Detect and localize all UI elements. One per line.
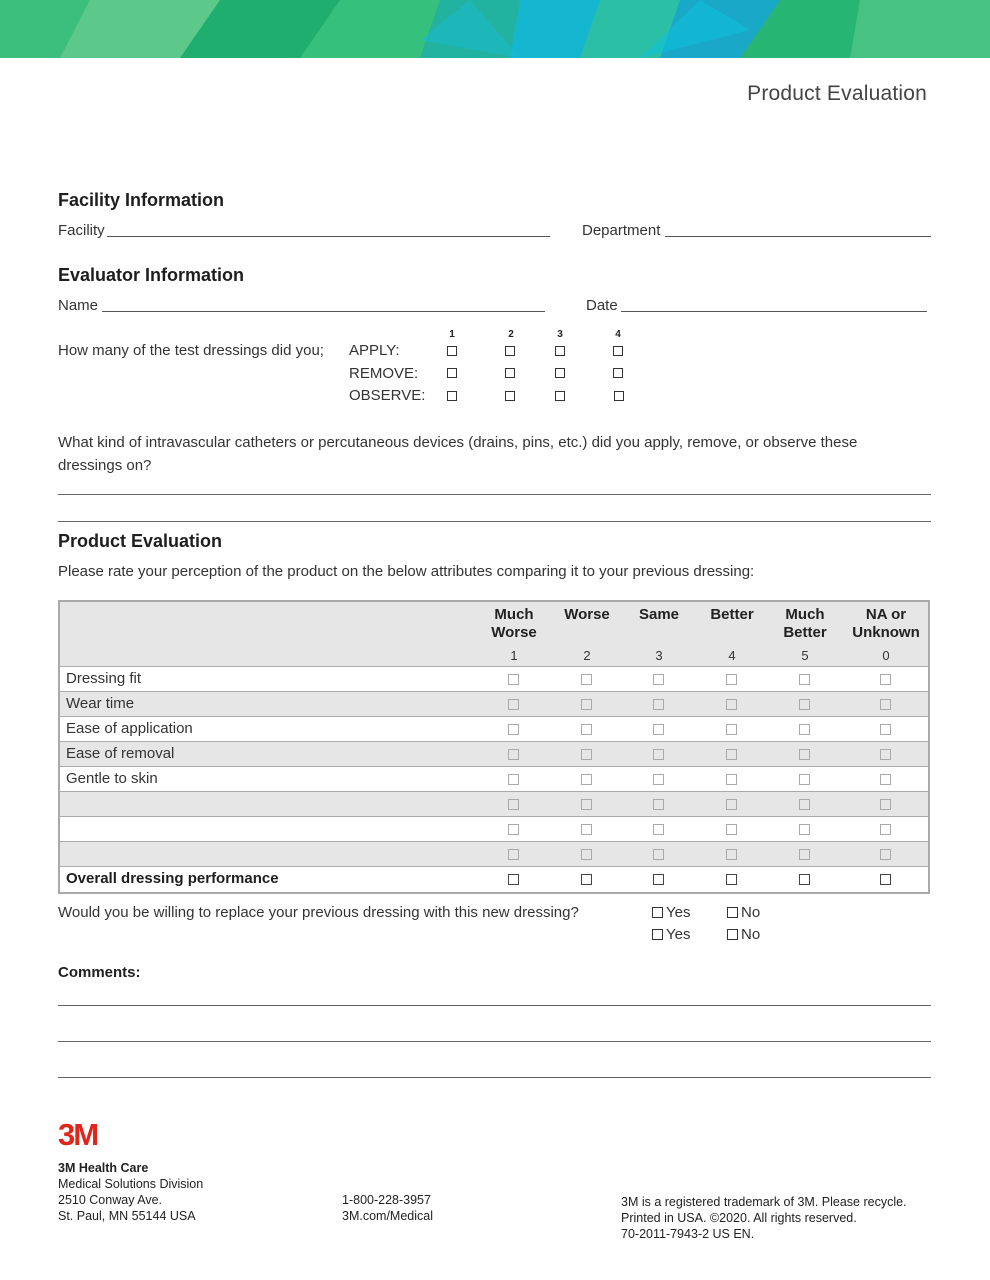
replace-no-option-2[interactable] [727,926,760,943]
no-checkbox-2[interactable] [727,929,738,940]
rating-checkbox-5[interactable] [799,849,810,860]
rating-checkbox-0[interactable] [880,824,891,835]
col-num-3: 3 [655,648,663,663]
rating-checkbox-5[interactable] [799,724,810,735]
rating-checkbox-0[interactable] [880,799,891,810]
evaluation-heading: Product Evaluation [58,531,223,551]
name-label: Name [58,297,99,314]
department-label: Department [582,222,661,239]
facility-label: Facility [58,222,105,239]
rating-table-header [60,602,928,667]
rating-checkbox-2[interactable] [581,799,592,810]
rating-checkbox-5[interactable] [799,874,810,885]
col-worse: Worse [564,606,610,623]
no-checkbox-1[interactable] [727,907,738,918]
yes-label-2: Yes [666,926,691,943]
department-field[interactable] [665,236,931,237]
rating-checkbox-3[interactable] [653,774,664,785]
rating-checkbox-1[interactable] [508,824,519,835]
comments-line-2[interactable] [58,1041,931,1042]
rating-checkbox-1[interactable] [508,799,519,810]
catheter-question: What kind of intravascular catheters or percutaneous devices (drains, pins, etc.) did you apply, remove, or observe these dressings on? [58,434,858,474]
table-row [60,767,928,792]
dressings-col-3: 3 [557,329,563,340]
apply-checkbox-1[interactable] [447,346,457,356]
rating-checkbox-3[interactable] [653,874,664,885]
row-label: Overall dressing performance [66,870,279,887]
dressings-row-apply: APPLY: [349,342,400,359]
col-num-1: 1 [510,648,518,663]
catheter-answer-line-1[interactable] [58,494,931,495]
yes-checkbox-2[interactable] [652,929,663,940]
col-better: Better [710,606,754,623]
footer-phone: 1-800-228-3957 [342,1193,431,1207]
rating-checkbox-5[interactable] [799,824,810,835]
rating-checkbox-4[interactable] [726,824,737,835]
rating-checkbox-0[interactable] [880,724,891,735]
date-field[interactable] [621,311,927,312]
rating-checkbox-4[interactable] [726,699,737,710]
rating-checkbox-4[interactable] [726,774,737,785]
table-row [60,717,928,742]
rating-checkbox-4[interactable] [726,749,737,760]
rating-table-body [60,667,928,892]
apply-checkbox-4[interactable] [613,346,623,356]
no-label-1: No [741,904,761,921]
rating-checkbox-0[interactable] [880,774,891,785]
footer-legal-1: 3M is a registered trademark of 3M. Please recycle. [621,1195,907,1209]
rating-checkbox-2[interactable] [581,699,592,710]
rating-checkbox-5[interactable] [799,774,810,785]
observe-checkbox-1[interactable] [447,391,457,401]
observe-checkbox-2[interactable] [505,391,515,401]
table-row [60,667,928,692]
replace-no-option-1[interactable] [727,904,760,921]
yes-checkbox-1[interactable] [652,907,663,918]
footer-address-1: Medical Solutions Division [58,1177,204,1191]
dressings-col-2: 2 [508,329,514,340]
col-num-2: 2 [583,648,591,663]
col-much-worse: Much Worse [491,606,537,641]
dressings-row-remove: REMOVE: [349,365,419,382]
rating-checkbox-3[interactable] [653,724,664,735]
footer-web: 3M.com/Medical [342,1209,433,1223]
rating-checkbox-5[interactable] [799,749,810,760]
rating-checkbox-0[interactable] [880,874,891,885]
rating-checkbox-2[interactable] [581,724,592,735]
col-na-unknown: NA or Unknown [852,606,920,641]
rating-checkbox-2[interactable] [581,749,592,760]
evaluator-heading: Evaluator Information [58,265,245,285]
replace-yes-option-1[interactable] [652,904,690,921]
rating-checkbox-5[interactable] [799,799,810,810]
rating-checkbox-1[interactable] [508,724,519,735]
replace-yes-option-2[interactable] [652,926,690,943]
rating-checkbox-1[interactable] [508,874,519,885]
col-num-4: 4 [728,648,736,663]
rating-checkbox-1[interactable] [508,749,519,760]
rating-table [58,600,930,894]
observe-checkbox-3[interactable] [555,391,565,401]
col-num-0: 0 [882,648,890,663]
row-label: Gentle to skin [66,770,158,787]
rating-checkbox-3[interactable] [653,849,664,860]
col-much-better: Much Better [783,606,827,641]
table-row [60,842,928,867]
date-label: Date [586,297,618,314]
table-row [60,692,928,717]
footer-address-2: 2510 Conway Ave. [58,1193,163,1207]
rating-checkbox-0[interactable] [880,849,891,860]
no-label-2: No [741,926,761,943]
rating-checkbox-1[interactable] [508,674,519,685]
rating-checkbox-2[interactable] [581,674,592,685]
document-title: Product Evaluation [747,82,927,105]
footer-address-3: St. Paul, MN 55144 USA [58,1209,196,1223]
row-label: Ease of application [66,720,193,737]
yes-label-1: Yes [666,904,691,921]
rating-checkbox-4[interactable] [726,724,737,735]
footer-legal-2: Printed in USA. ©2020. All rights reserved. [621,1211,857,1225]
facility-heading: Facility Information [58,190,225,210]
rating-checkbox-3[interactable] [653,799,664,810]
rating-checkbox-0[interactable] [880,674,891,685]
row-label: Ease of removal [66,745,175,762]
catheter-answer-line-2[interactable] [58,521,931,522]
rating-checkbox-2[interactable] [581,849,592,860]
remove-checkbox-1[interactable] [447,368,457,378]
rating-checkbox-0[interactable] [880,749,891,760]
rating-checkbox-2[interactable] [581,774,592,785]
rating-checkbox-2[interactable] [581,824,592,835]
rating-checkbox-2[interactable] [581,874,592,885]
rating-checkbox-3[interactable] [653,674,664,685]
table-row [60,817,928,842]
rating-checkbox-4[interactable] [726,849,737,860]
rating-checkbox-4[interactable] [726,874,737,885]
rating-checkbox-3[interactable] [653,824,664,835]
apply-checkbox-2[interactable] [505,346,515,356]
col-same: Same [638,606,680,623]
rating-checkbox-1[interactable] [508,699,519,710]
comments-line-1[interactable] [58,1005,931,1006]
footer-company: 3M Health Care [58,1161,149,1175]
rating-checkbox-1[interactable] [508,849,519,860]
name-field[interactable] [102,311,545,312]
table-row [60,867,928,892]
dressings-col-1: 1 [449,329,455,340]
table-row [60,792,928,817]
table-row [60,742,928,767]
rating-checkbox-5[interactable] [799,699,810,710]
footer-legal-3: 70-2011-7943-2 US EN. [621,1227,755,1241]
dressings-col-4: 4 [615,329,621,340]
col-num-5: 5 [801,648,809,663]
rating-checkbox-3[interactable] [653,749,664,760]
facility-field[interactable] [107,236,550,237]
rating-checkbox-0[interactable] [880,699,891,710]
rating-checkbox-5[interactable] [799,674,810,685]
apply-checkbox-3[interactable] [555,346,565,356]
remove-checkbox-3[interactable] [555,368,565,378]
remove-checkbox-2[interactable] [505,368,515,378]
remove-checkbox-4[interactable] [613,368,623,378]
3m-logo: 3M [58,1117,98,1152]
header-banner [0,0,990,58]
comments-line-3[interactable] [58,1077,931,1078]
rating-checkbox-3[interactable] [653,699,664,710]
observe-checkbox-4[interactable] [614,391,624,401]
dressings-row-observe: OBSERVE: [349,387,426,404]
row-label: Wear time [66,695,135,712]
row-label: Dressing fit [66,670,142,687]
replace-question: Would you be willing to replace your previous dressing with this new dressing? [58,904,579,921]
dressings-question: How many of the test dressings did you; [58,342,324,359]
rating-checkbox-1[interactable] [508,774,519,785]
evaluation-instruction: Please rate your perception of the product on the below attributes comparing it to your previous dressing: [58,563,755,580]
comments-label: Comments: [58,964,141,981]
rating-checkbox-4[interactable] [726,799,737,810]
rating-checkbox-4[interactable] [726,674,737,685]
